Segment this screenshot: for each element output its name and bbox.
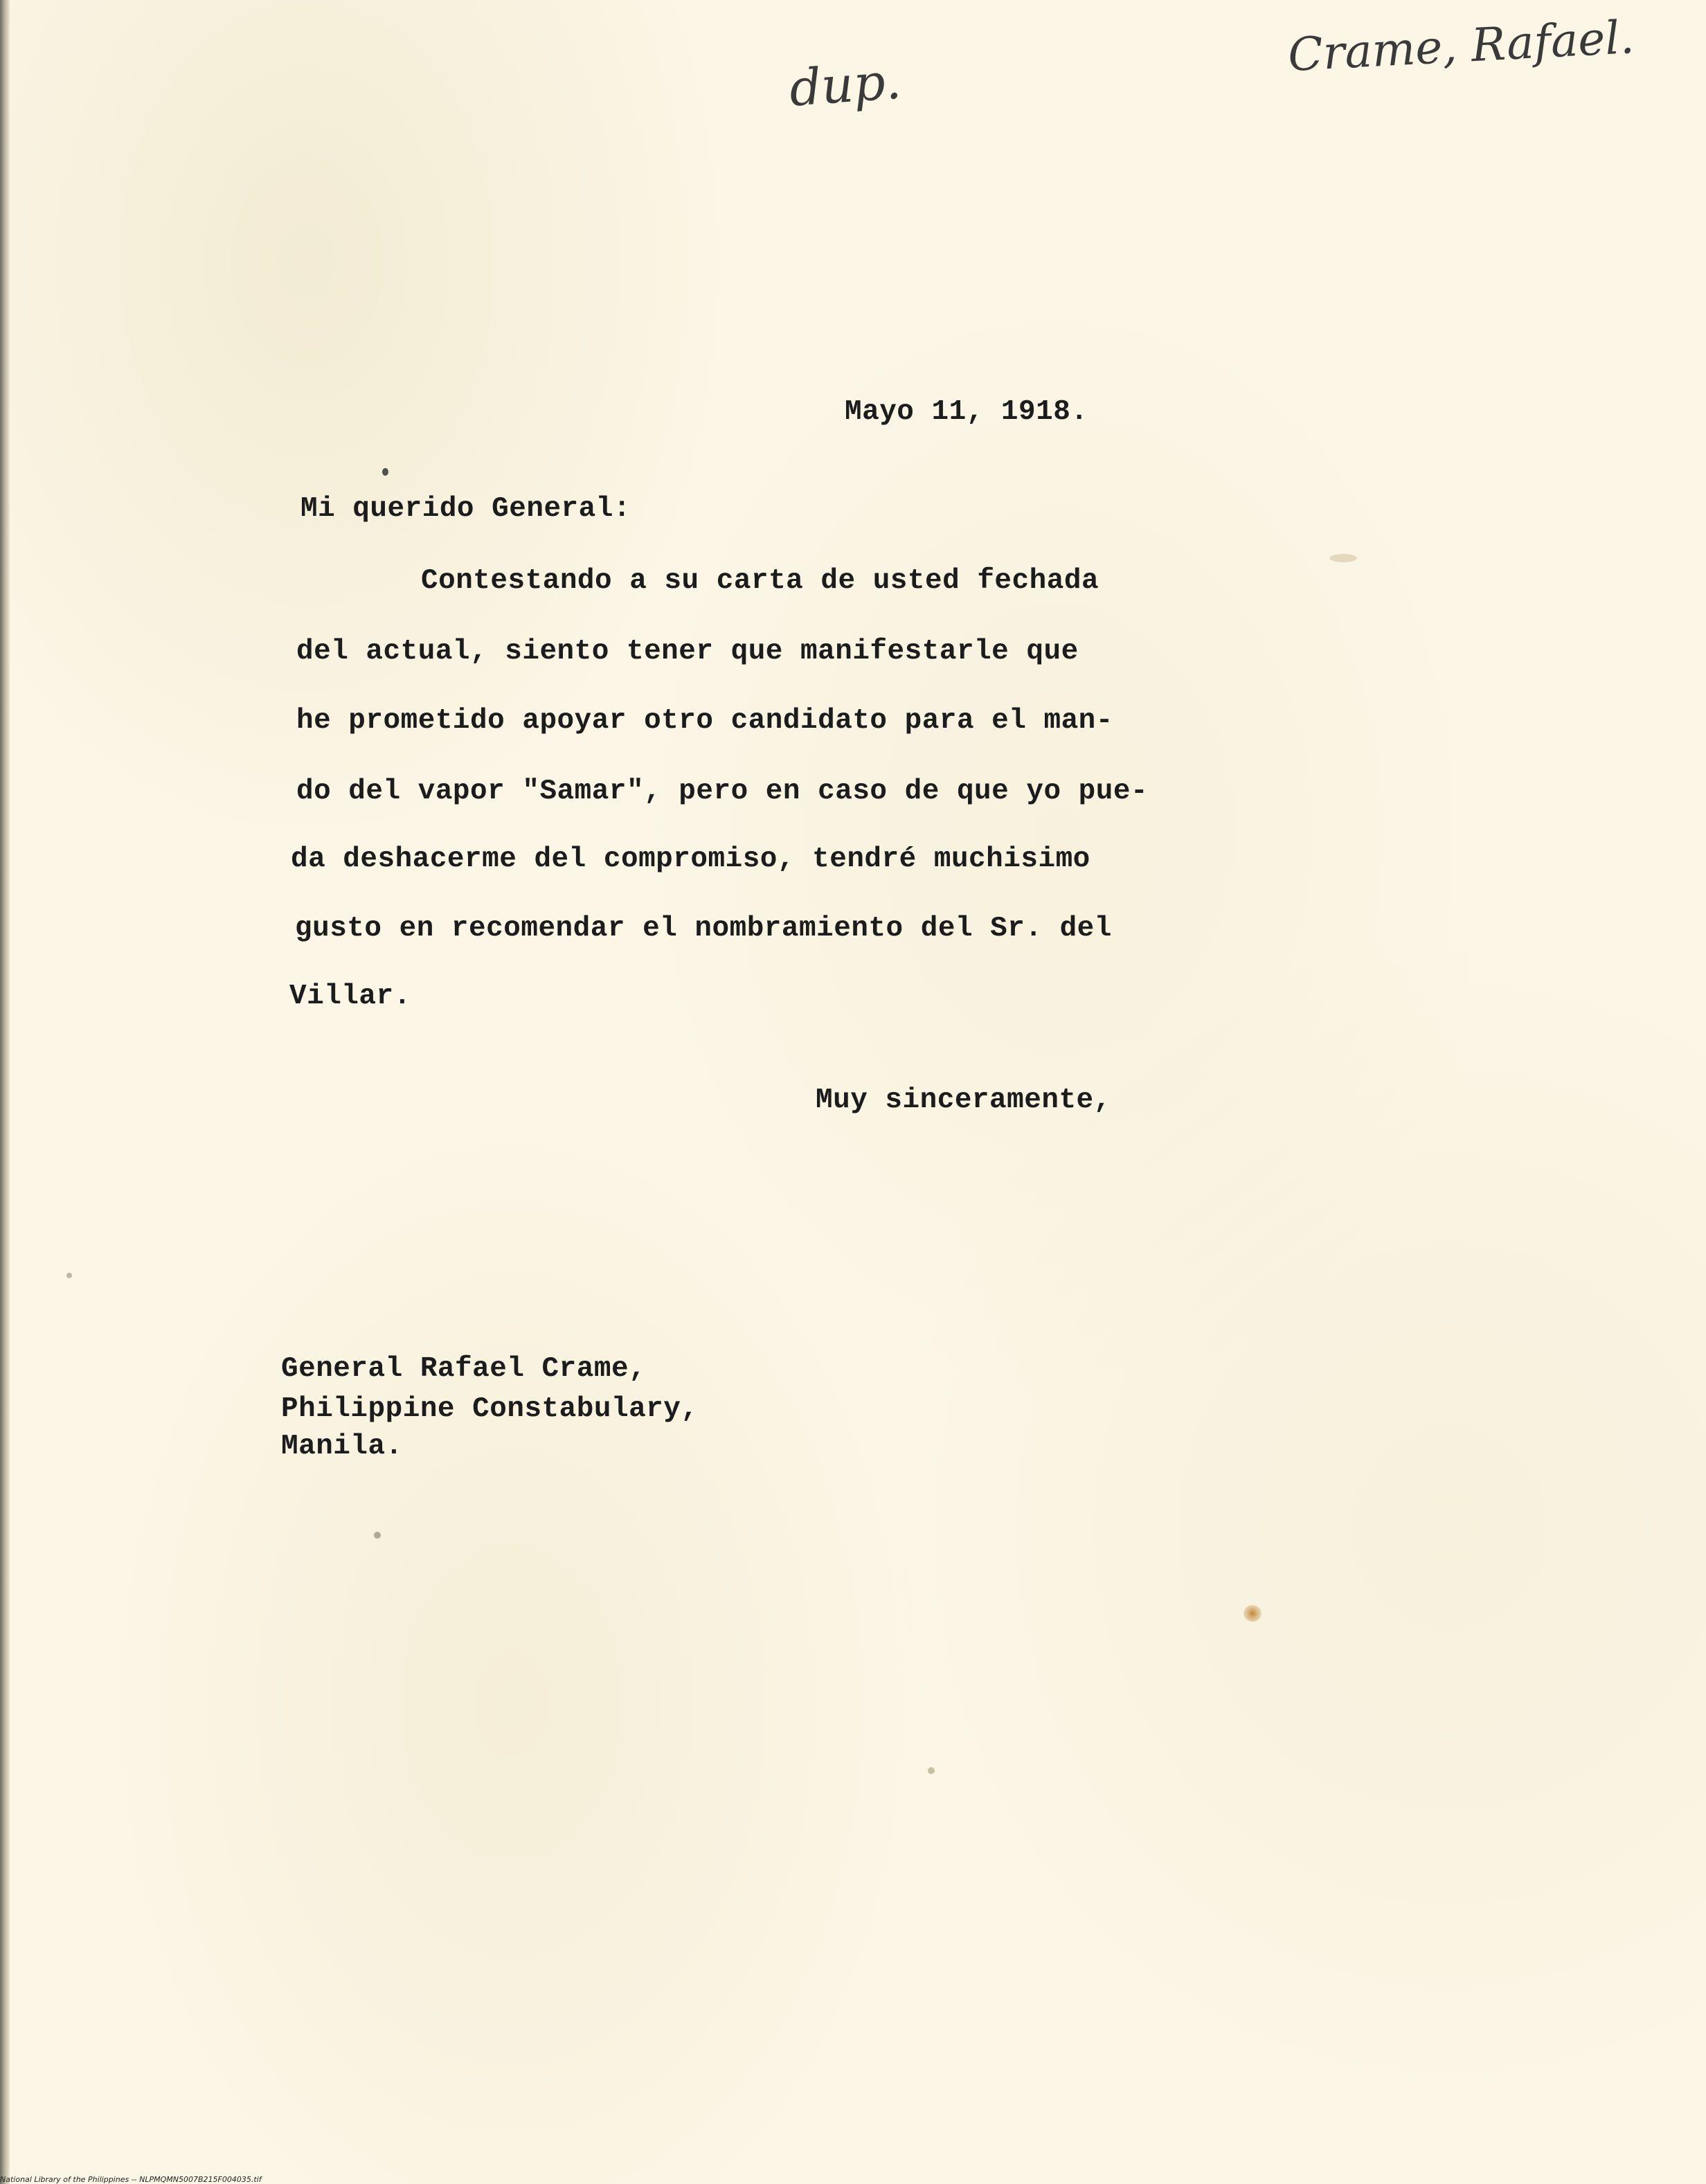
body-line: gusto en recomendar el nombramiento del Sr. del [295,913,1112,945]
paper-speck [66,1273,72,1278]
paper-speck [382,468,388,476]
body-line: Villar. [289,981,411,1012]
body-line: do del vapor "Samar", pero en caso de que yo pue- [296,776,1149,807]
body-line: da deshacerme del compromiso, tendré muchisimo [291,843,1090,875]
rust-stain [1243,1605,1261,1622]
body-line: Contestando a su carta de usted fechada [421,565,1099,597]
paper-speck [1329,554,1357,562]
salutation: Mi querido General: [300,493,631,525]
letter-date: Mayo 11, 1918. [845,396,1088,428]
recipient-name: General Rafael Crame, [281,1353,647,1385]
scan-edge [0,0,10,2184]
filing-name-annotation: Crame, Rafael. [1286,10,1636,82]
body-line: del actual, siento tener que manifestarle que [296,636,1079,668]
closing: Muy sinceramente, [816,1084,1111,1116]
paper-speck [374,1532,381,1539]
duplicate-annotation: dup. [787,51,904,118]
recipient-city: Manila. [281,1431,403,1462]
recipient-organization: Philippine Constabulary, [281,1393,699,1425]
body-line: he prometido apoyar otro candidato para el man- [296,705,1113,737]
archive-footer: National Library of the Philippines -- NLPMQMN5007B215F004035.tif [0,2175,262,2184]
paper-speck [928,1767,935,1774]
